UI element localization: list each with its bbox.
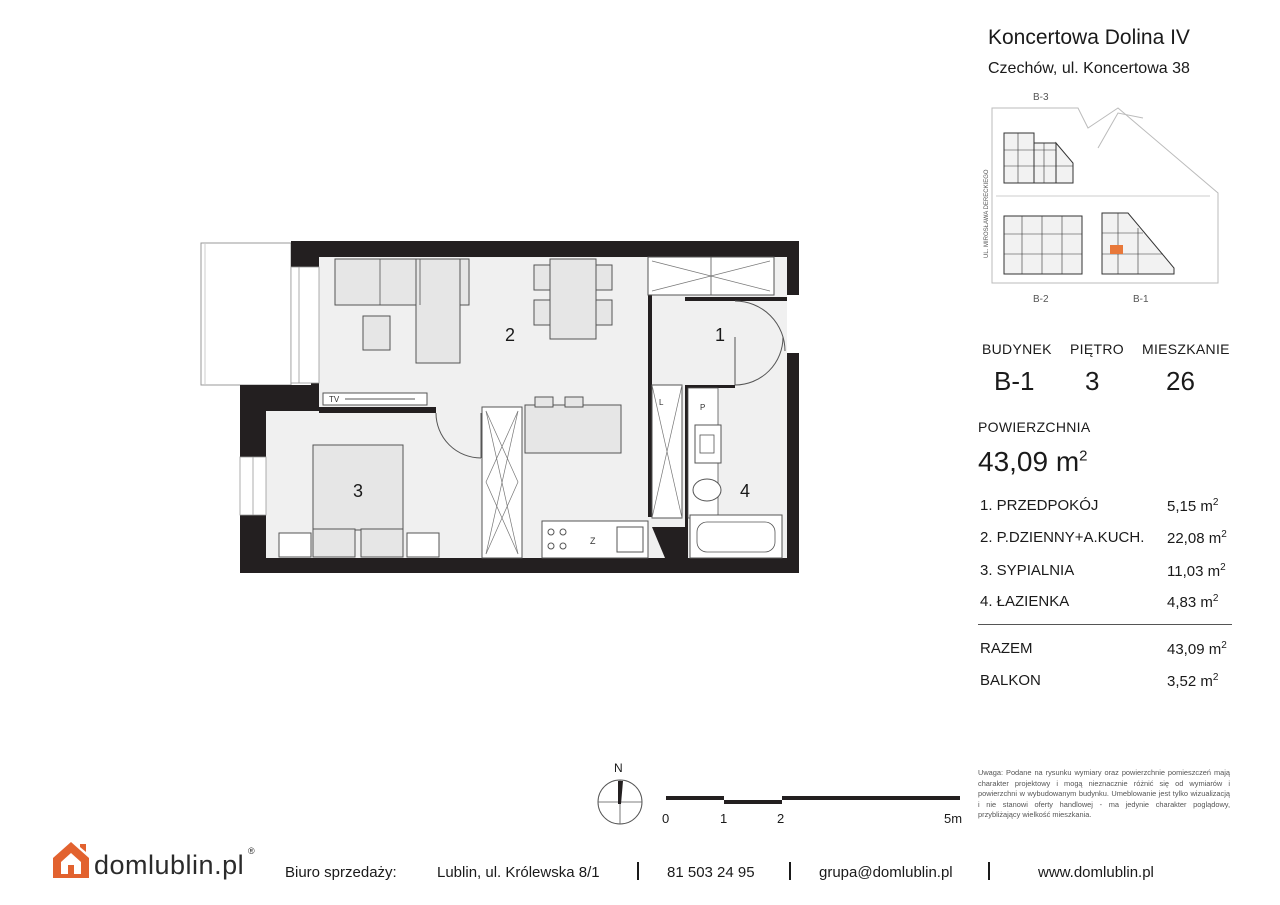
apartment-value: 26: [1166, 366, 1195, 396]
scale-label-2: 2: [777, 811, 785, 826]
site-label-b2: B-2: [1033, 294, 1049, 305]
total-row: [980, 640, 1235, 657]
sales-office-address: Lublin, ul. Królewska 8/1: [437, 864, 600, 881]
email-link[interactable]: grupa@domlublin.pl: [819, 864, 953, 881]
footer-separator: [789, 862, 791, 880]
disclaimer-note: Uwaga: Podane na rysunku wymiary oraz powierzchnie pomieszczeń mają charakter projektowy i mogą nieznacznie różnić się od wymiarów i powierzchni w wybudowanym budynku. Umeblowanie jest tylko wizualizacją i nie stanowi oferty handlowej - ma jedynie charakter poglądowy, przybliżający wielkość mieszkania.: [978, 768, 1230, 820]
site-street-label: UL. MIROSŁAWA DERECKIEGO: [984, 169, 990, 258]
room-name: 1. PRZEDPOKÓJ: [980, 497, 1099, 514]
room-row: [980, 497, 1235, 514]
floor-value: 3: [1085, 366, 1100, 396]
room-name: 2. P.DZIENNY+A.KUCH.: [980, 529, 1145, 546]
sales-office-label: Biuro sprzedaży:: [285, 864, 397, 881]
balcony-row: [980, 672, 1235, 689]
room-number-2: 2: [505, 325, 516, 345]
footer-separator: [988, 862, 990, 880]
building-value: B-1: [994, 366, 1035, 396]
north-label: N: [614, 761, 623, 775]
registered-mark: ®: [248, 846, 255, 856]
site-highlight-unit: [1110, 245, 1123, 254]
site-map: [978, 88, 1223, 306]
scale-label-5m: 5m: [944, 811, 963, 826]
scale-label-1: 1: [720, 811, 728, 826]
apartment-label: MIESZKANIE: [1142, 341, 1230, 357]
summary-divider: [978, 624, 1232, 625]
area-value: 43,09 $m^2$: [978, 446, 1088, 477]
room-name: 3. SYPIALNIA: [980, 562, 1075, 579]
project-address: Czechów, ul. Koncertowa 38: [988, 60, 1190, 77]
area-label: POWIERZCHNIA: [978, 419, 1091, 435]
wardrobe-l-label: L: [659, 398, 664, 407]
compass: [594, 758, 650, 830]
total-area: 43,09 $m^2$: [1167, 640, 1227, 658]
room-row: [980, 529, 1235, 546]
site-label-b1: B-1: [1133, 294, 1149, 305]
logo-text: domlublin.pl: [94, 850, 245, 880]
project-title: Koncertowa Dolina IV: [988, 26, 1190, 49]
website-link[interactable]: www.domlublin.pl: [1038, 864, 1154, 881]
fridge-label: Z: [590, 536, 596, 546]
scale-bar: [664, 794, 964, 806]
balcony-name: BALKON: [980, 672, 1041, 689]
room-number-3: 3: [353, 481, 364, 501]
room-area: 5,15 $m^2$: [1167, 497, 1219, 515]
room-row: [980, 562, 1235, 579]
site-label-b3: B-3: [1033, 92, 1049, 103]
logo-house-icon: [50, 838, 92, 880]
balcony: [201, 243, 291, 385]
room-area: 11,03 $m^2$: [1167, 562, 1226, 580]
room-area: 22,08 $m^2$: [1167, 529, 1227, 547]
room-number-4: 4: [740, 481, 751, 501]
room-name: 4. ŁAZIENKA: [980, 593, 1070, 610]
tv-label: TV: [329, 395, 340, 404]
room-area: 4,83 $m^2$: [1167, 593, 1219, 611]
footer-separator: [637, 862, 639, 880]
building-label: BUDYNEK: [982, 341, 1052, 357]
phone-number[interactable]: 81 503 24 95: [667, 864, 755, 881]
room-row: [980, 593, 1235, 610]
floor-plan: [195, 235, 805, 580]
floor-label: PIĘTRO: [1070, 341, 1124, 357]
scale-label-0: 0: [662, 811, 670, 826]
total-name: RAZEM: [980, 640, 1033, 657]
balcony-area: 3,52 $m^2$: [1167, 672, 1219, 690]
room-number-1: 1: [715, 325, 726, 345]
washer-p-label: P: [700, 403, 706, 412]
